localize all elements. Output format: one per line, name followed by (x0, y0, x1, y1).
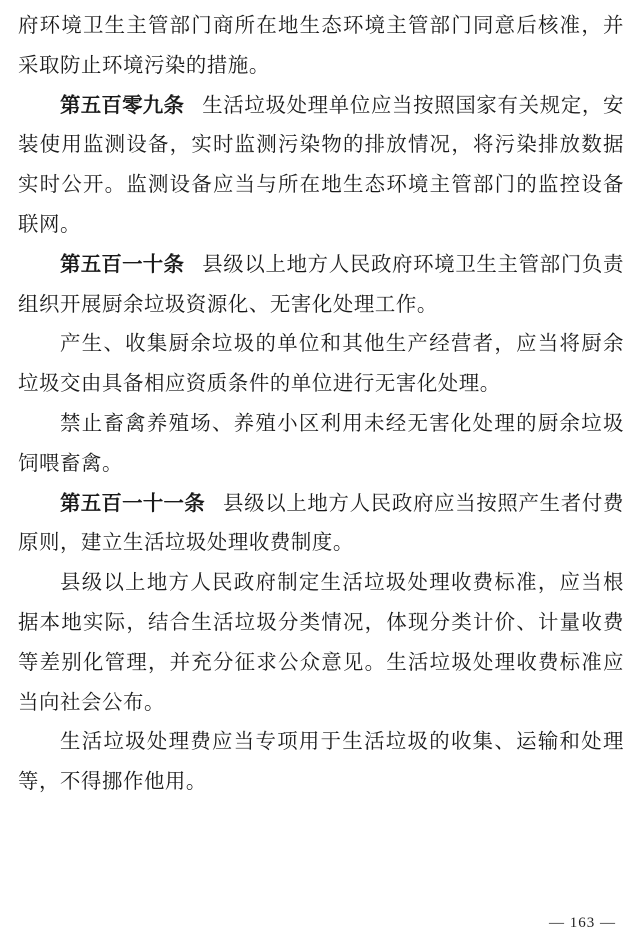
paragraph-text: 生活垃圾处理费应当专项用于生活垃圾的收集、运输和处理等，不得挪作他用。 (18, 729, 624, 794)
paragraph-text: 县级以上地方人民政府应当按照产生者付费原则，建立生活垃圾处理收费制度。 (18, 490, 624, 555)
article-509 (18, 86, 624, 245)
article-number: 第五百零九条 (60, 92, 185, 117)
paragraph-text: 县级以上地方人民政府环境卫生主管部门负责组织开展厨余垃圾资源化、无害化处理工作。 (18, 251, 625, 316)
paragraph-text: 生活垃圾处理单位应当按照国家有关规定，安装使用监测设备，实时监测污染物的排放情况，将污染排放数据实时公开。监测设备应当与所在地生态环境主管部门的监控设备联网。 (18, 92, 625, 236)
document-page (18, 6, 624, 802)
paragraph-text: 产生、收集厨余垃圾的单位和其他生产经营者，应当将厨余垃圾交由具备相应资质条件的单位进行无害化处理。 (18, 331, 624, 396)
article-511 (18, 484, 624, 564)
paragraph (18, 563, 624, 722)
paragraph-continued (18, 6, 624, 86)
page-number: — 163 — (549, 915, 616, 931)
paragraph-text: 府环境卫生主管部门商所在地生态环境主管部门同意后核准，并采取防止环境污染的措施。 (18, 13, 624, 77)
article-number: 第五百一十条 (60, 251, 185, 276)
article-510 (18, 245, 624, 325)
article-number: 第五百一十一条 (60, 490, 205, 515)
paragraph-text: 县级以上地方人民政府制定生活垃圾处理收费标准，应当根据本地实际，结合生活垃圾分类情况，体现分类计价、计量收费等差别化管理，并充分征求公众意见。生活垃圾处理收费标准应当向社会公布。 (18, 570, 624, 714)
paragraph (18, 324, 624, 404)
paragraph (18, 404, 624, 484)
paragraph (18, 722, 624, 802)
paragraph-text: 禁止畜禽养殖场、养殖小区利用未经无害化处理的厨余垃圾饲喂畜禽。 (18, 410, 624, 475)
